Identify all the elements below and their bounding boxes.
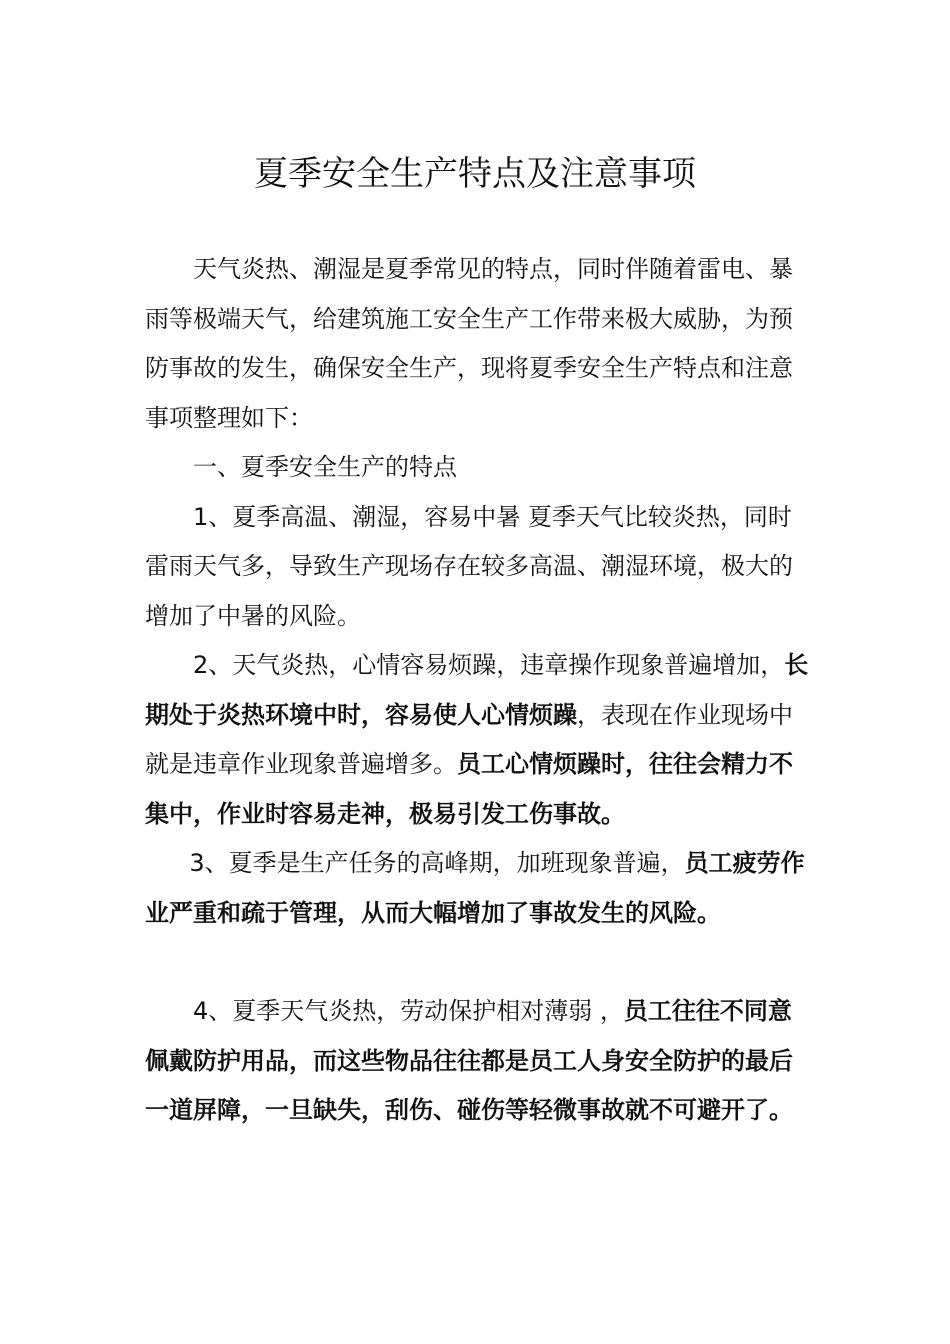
item-2-paragraph xyxy=(145,641,815,839)
item-2-bold-text-2: 员工心情烦躁时，往往会精力不集中，作业时容易走神，极易引发工伤事故。 xyxy=(145,750,793,828)
item-3-lead-text: 3、夏季是生产任务的高峰期，加班现象普遍， xyxy=(189,849,685,877)
item-2-bold-text-1: 长期处于炎热环境中时，容易使人心情烦躁 xyxy=(145,651,809,729)
item-2-mid-text: ，表现在作业现场中就是违章作业现象普遍增多。 xyxy=(145,700,793,778)
item-4-paragraph xyxy=(145,987,815,1136)
item-3-paragraph xyxy=(145,839,815,938)
item-3-bold-text: 员工疲劳作业严重和疏于管理，从而大幅增加了事故发生的风险。 xyxy=(145,849,805,927)
document-title: 夏季安全生产特点及注意事项 xyxy=(254,154,696,194)
item-4-bold-text: 员工往往不同意佩戴防护用品，而这些物品往往都是员工人身安全防护的最后一道屏障，一旦缺失，刮伤、碰伤等轻微事故就不可避开了。 xyxy=(145,997,793,1124)
intro-paragraph: 天气炎热、潮湿是夏季常见的特点，同时伴随着雷电、暴雨等极端天气，给建筑施工安全生产工作带来极大威胁，为预防事故的发生，确保安全生产，现将夏季安全生产特点和注意事项整理如下： xyxy=(145,255,793,432)
document-body xyxy=(145,245,815,1136)
paragraph-gap xyxy=(145,938,815,987)
item-1-paragraph: 1、夏季高温、潮湿，容易中暑 夏季天气比较炎热，同时雷雨天气多，导致生产现场存在较多高温、潮湿环境，极大的增加了中暑的风险。 xyxy=(145,502,793,630)
item-2-lead-text: 2、天气炎热，心情容易烦躁，违章操作现象普遍增加， xyxy=(193,651,785,679)
section-heading-characteristics: 一、夏季安全生产的特点 xyxy=(193,453,457,481)
item-4-lead-text: 4、夏季天气炎热，劳动保护相对薄弱 ， xyxy=(193,997,624,1025)
